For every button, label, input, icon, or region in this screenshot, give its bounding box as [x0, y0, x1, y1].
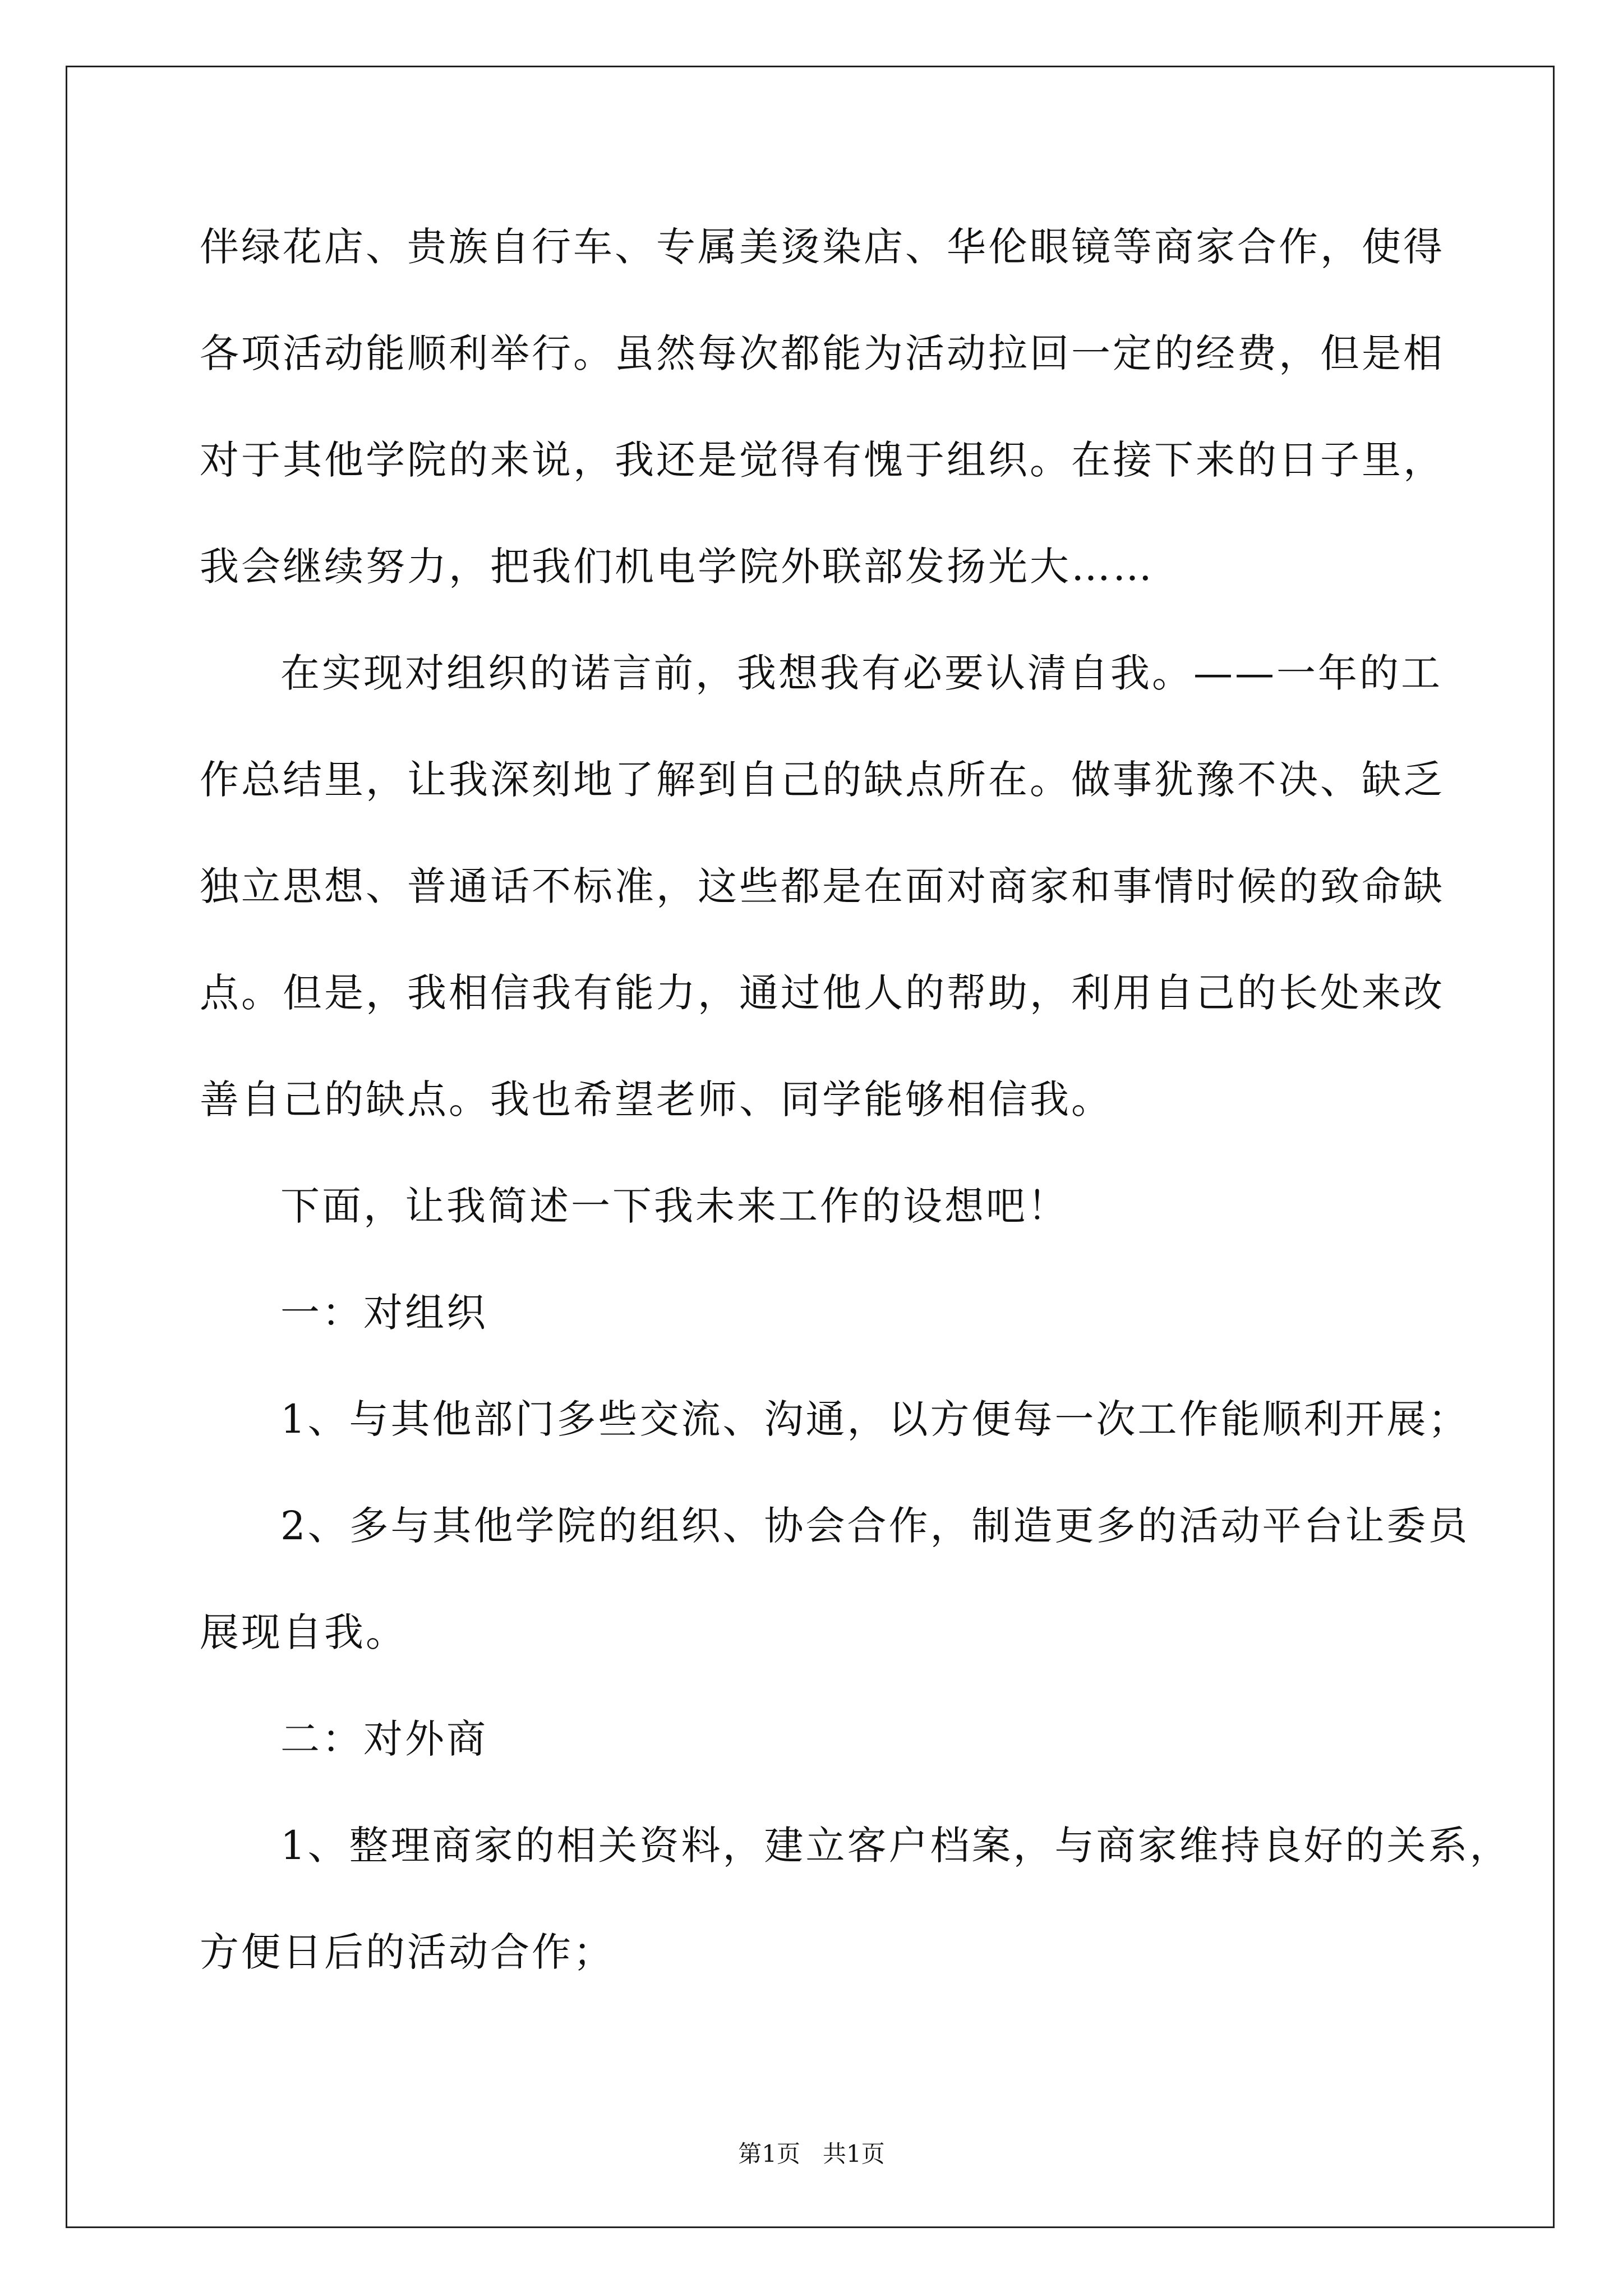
text-line: 展现自我。	[200, 1609, 407, 1655]
page-border	[66, 66, 1555, 2228]
list-item: 1、与其他部门多些交流、沟通，以方便每一次工作能顺利开展；	[280, 1396, 1470, 1442]
text-line: 独立思想、普通话不标准，这些都是在面对商家和事情时候的致命缺	[200, 863, 1445, 909]
text-line: 下面，让我简述一下我未来工作的设想吧！	[280, 1183, 1069, 1229]
text-line: 伴绿花店、贵族自行车、专属美烫染店、华伦眼镜等商家合作，使得	[200, 224, 1445, 270]
text-line: 方便日后的活动合作；	[200, 1929, 615, 1975]
text-line: 善自己的缺点。我也希望老师、同学能够相信我。	[200, 1076, 1113, 1122]
list-item: 2、多与其他学院的组织、协会合作，制造更多的活动平台让委员	[280, 1503, 1470, 1549]
text-line: 作总结里，让我深刻地了解到自己的缺点所在。做事犹豫不决、缺乏	[200, 757, 1445, 803]
section-heading: 一：对组织	[280, 1290, 488, 1336]
text-line: 对于其他学院的来说，我还是觉得有愧于组织。在接下来的日子里，	[200, 437, 1445, 483]
text-line: 在实现对组织的诺言前，我想我有必要认清自我。——一年的工	[280, 650, 1442, 696]
page-footer: 第1页 共1页	[738, 2140, 885, 2168]
list-item: 1、整理商家的相关资料，建立客户档案，与商家维持良好的关系，	[280, 1823, 1511, 1869]
section-heading: 二：对外商	[280, 1716, 488, 1762]
text-line: 我会继续努力，把我们机电学院外联部发扬光大……	[200, 544, 1154, 590]
text-line: 各项活动能顺利举行。虽然每次都能为活动拉回一定的经费，但是相	[200, 330, 1445, 376]
text-line: 点。但是，我相信我有能力，通过他人的帮助，利用自己的长处来改	[200, 970, 1445, 1016]
